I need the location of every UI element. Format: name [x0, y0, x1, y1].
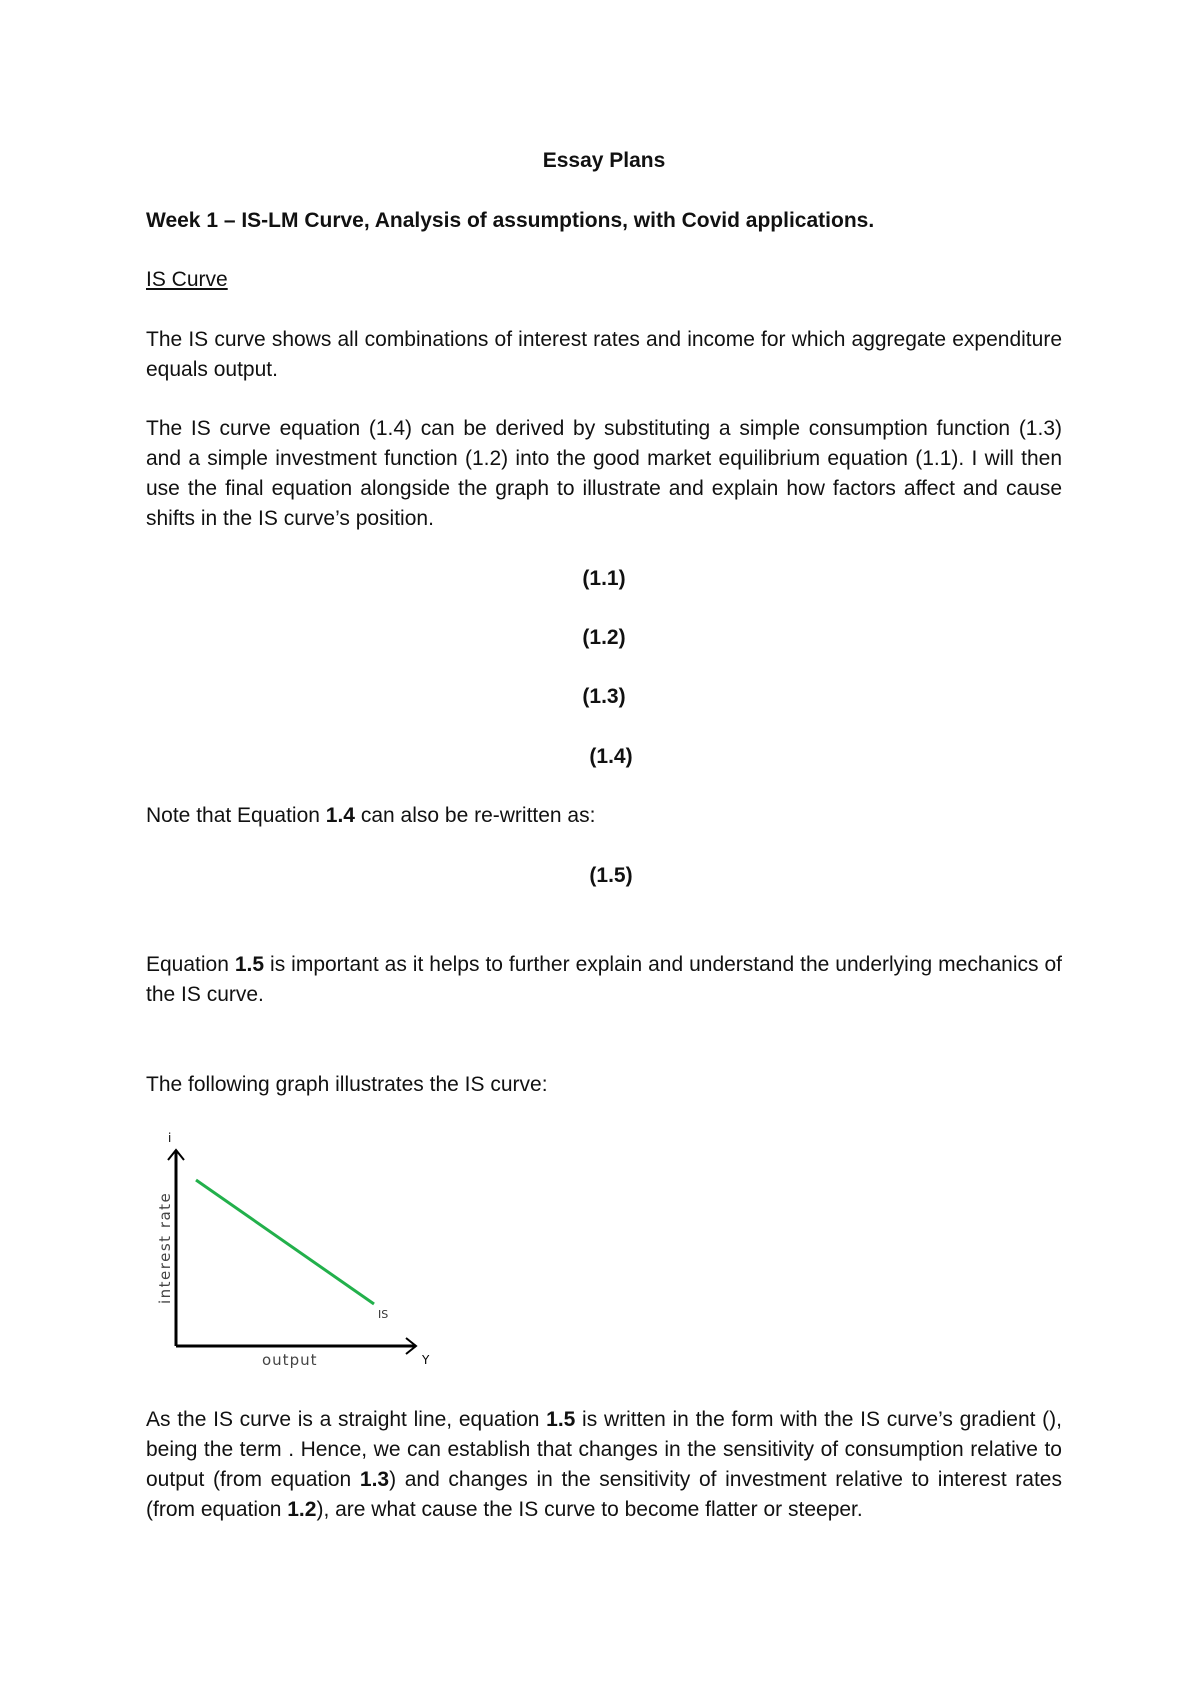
note-before: Note that Equation	[146, 804, 326, 827]
note-after: can also be re-written as:	[355, 804, 596, 827]
para3-bold: 1.5	[234, 953, 265, 976]
document-page	[146, 0, 1062, 1698]
para4-part3: ) and changes in the sensitivity of investment relative to interest rates (from equation	[146, 1468, 1062, 1521]
document-subtitle: Week 1 – IS-LM Curve, Analysis of assumptions, with Covid applications.	[146, 209, 875, 232]
para3-before: Equation	[146, 953, 235, 976]
section-heading-text: IS Curve	[146, 268, 228, 291]
y-axis-symbol: i	[168, 1131, 172, 1145]
equation-label-1-5: (1.5)	[589, 864, 633, 887]
is-curve-graph	[146, 1128, 446, 1368]
graph-intro: The following graph illustrates the IS curve:	[146, 1073, 548, 1096]
paragraph-gradient	[146, 1405, 1062, 1525]
is-curve-line	[196, 1180, 374, 1304]
document-title: Essay Plans	[542, 149, 666, 172]
paragraph-definition: The IS curve shows all combinations of interest rates and income for which aggregate expenditure equals output.	[146, 328, 1062, 381]
paragraph-derivation: The IS curve equation (1.4) can be derived by substituting a simple consumption function (1.3) and a simple investment function (1.2) into the good market equilibrium equation (1.1). I will then use the final equation alongside the graph to illustrate and explain how factors affect and cause shifts in the IS curve’s position.	[146, 417, 1062, 530]
paragraph-importance	[146, 950, 1062, 1010]
para4-bold1: 1.5	[546, 1408, 576, 1431]
para4-part2: is written in the form with the IS curve’s gradient (), being the term . Hence, we can establish that changes in the sensitivity of consumption relative to output (from equation	[146, 1408, 1062, 1491]
equation-label-1-1: (1.1)	[582, 567, 626, 590]
note-line	[146, 801, 1062, 831]
note-bold: 1.4	[325, 804, 355, 827]
para4-part4: ), are what cause the IS curve to become flatter or steeper.	[316, 1498, 863, 1521]
is-curve-svg	[146, 1128, 446, 1368]
x-axis-symbol: Y	[422, 1353, 430, 1367]
para4-bold2: 1.3	[359, 1468, 390, 1491]
para3-after: is important as it helps to further explain and understand the underlying mechanics of the IS curve.	[146, 953, 1062, 1006]
y-axis-label: interest rate	[156, 1191, 174, 1304]
para4-bold3: 1.2	[287, 1498, 317, 1521]
equation-label-1-4: (1.4)	[589, 745, 633, 768]
section-heading	[146, 265, 1062, 295]
x-axis-label: output	[262, 1351, 318, 1368]
equation-label-1-2: (1.2)	[582, 626, 626, 649]
para4-part1: As the IS curve is a straight line, equation	[146, 1408, 547, 1431]
is-curve-label: IS	[378, 1308, 389, 1321]
equation-label-1-3: (1.3)	[582, 685, 626, 708]
